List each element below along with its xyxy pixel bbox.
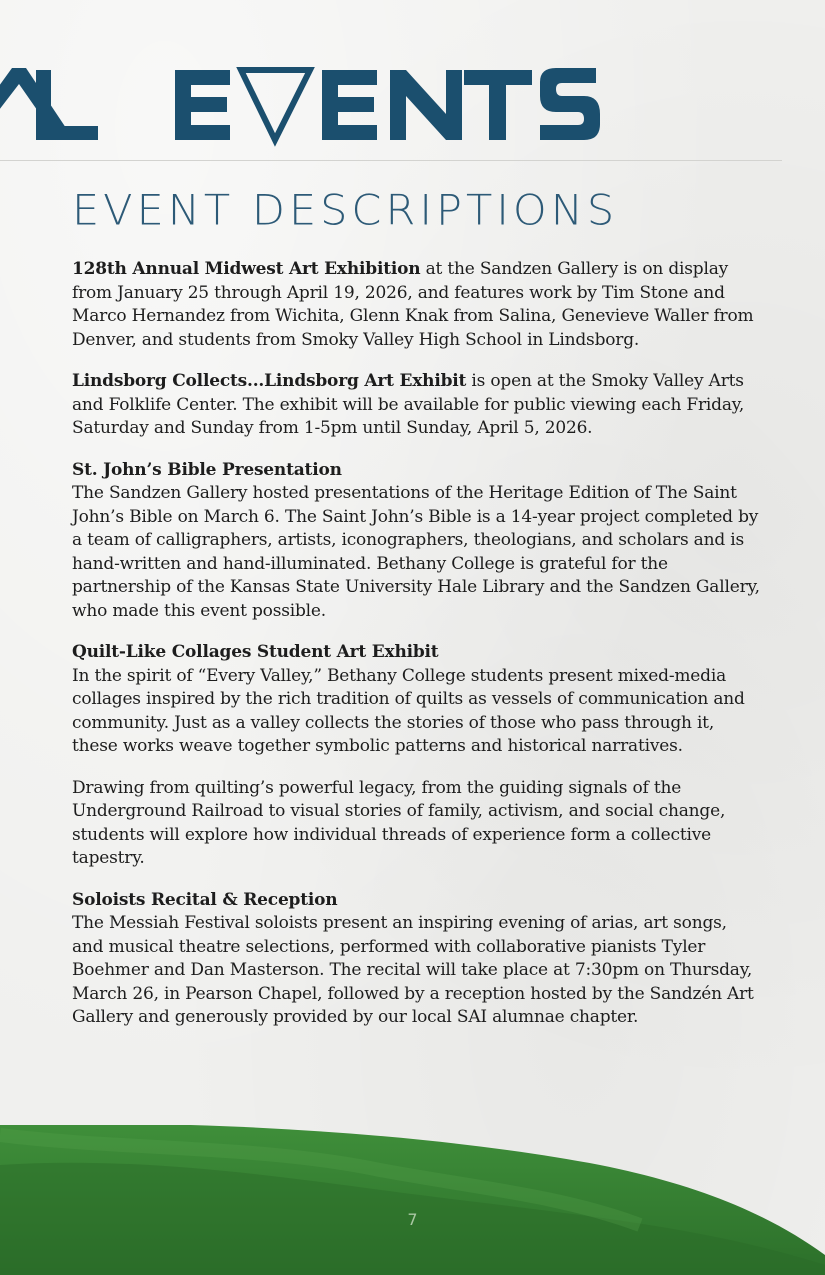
letter-l <box>36 70 98 140</box>
event-text: The Sandzen Gallery hosted presentations of the Heritage Edition of The Saint John’s Bible on March 6. The Saint John’s Bible is a 14-year project completed by a team of calligraphers, artists, iconographers, theologians, and scholars and is hand-written and hand-illuminated. Bethany College is grateful for the partnership of the Kansas State University Hale Library and the Sandzen Gallery, who made this event possible. <box>72 483 760 621</box>
event-item <box>72 459 762 624</box>
event-title: Soloists Recital & Reception <box>72 889 338 910</box>
letter-n <box>390 70 462 140</box>
event-title: St. John’s Bible Presentation <box>72 459 342 480</box>
event-lead: 128th Annual Midwest Art Exhibition <box>72 259 421 279</box>
event-lead: Lindsborg Collects...Lindsborg Art Exhibit <box>72 371 467 391</box>
event-text: at the Sandzen Gallery is on display from January 25 through April 19, 2026, and features work by Tim Stone and Marco Hernandez from Wichita, Glenn Knak from Salina, Genevieve Waller from Denver, and students from Smoky Valley High School in Lindsborg. <box>72 259 754 350</box>
divider-line <box>0 160 782 161</box>
event-text: Drawing from quilting’s powerful legacy, from the guiding signals of the Underground Railroad to visual stories of family, activism, and social change, students will explore how individual threads of experience form a collective tapestry. <box>72 777 726 868</box>
letter-e2 <box>322 70 377 140</box>
event-item <box>72 889 762 1030</box>
event-title: Quilt-Like Collages Student Art Exhibit <box>72 642 439 662</box>
event-descriptions <box>72 258 762 1048</box>
event-text: In the spirit of “Every Valley,” Bethany College students present mixed-media collages inspired by the rich tradition of quilts as vessels of communication and community. Just as a valley collects the stories of those who pass through it, these works weave together symbolic patterns and historical narratives. <box>72 665 745 756</box>
events-banner <box>0 62 825 152</box>
event-item <box>72 641 762 759</box>
event-item <box>72 370 762 441</box>
banner-lettering <box>0 62 825 152</box>
page-number: 7 <box>407 1210 418 1229</box>
letter-v <box>241 70 310 140</box>
event-item <box>72 258 762 352</box>
section-title: EVENT DESCRIPTIONS <box>72 186 619 236</box>
letter-s <box>540 68 600 140</box>
event-item-continued <box>72 777 762 871</box>
letter-t <box>464 70 532 140</box>
event-text: The Messiah Festival soloists present an inspiring evening of arias, art songs, and musical theatre selections, performed with collaborative pianists Tyler Boehmer and Dan Masterson. The recital will take place at 7:30pm on Thursday, March 26, in Pearson Chapel, followed by a reception hosted by the Sandzén Art Gallery and generously provided by our local SAI alumnae chapter. <box>72 913 754 1027</box>
event-text: is open at the Smoky Valley Arts and Folklife Center. The exhibit will be available for public viewing each Friday, Saturday and Sunday from 1-5pm until Sunday, April 5, 2026. <box>72 371 745 438</box>
green-wave-footer <box>0 1125 825 1275</box>
letter-e <box>175 70 230 140</box>
